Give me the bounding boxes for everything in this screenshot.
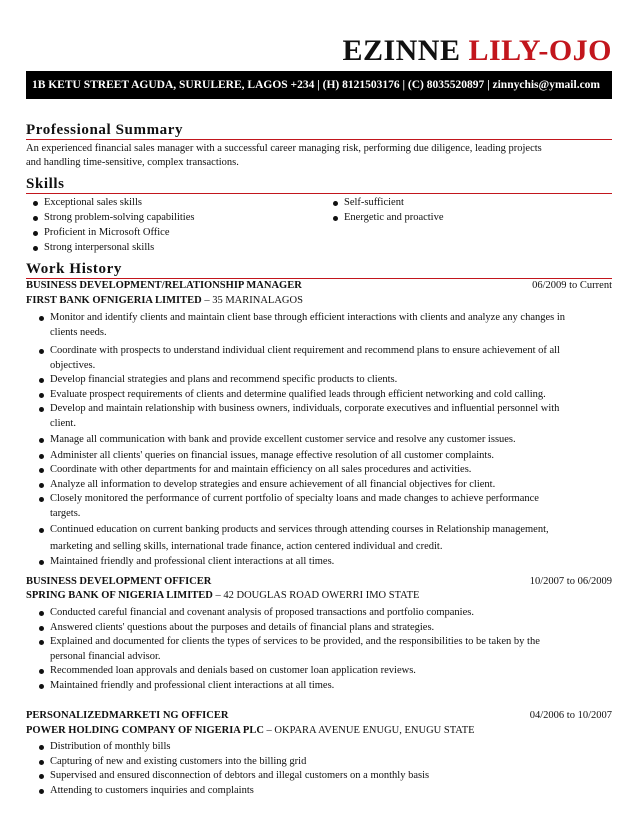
employer xyxy=(26,590,419,601)
job-duties xyxy=(36,311,612,570)
skills-list-left xyxy=(30,196,320,255)
employer-name: SPRING BANK OF NIGERIA LIMITED xyxy=(26,590,213,601)
skill-item: Strong problem-solving capabilities xyxy=(30,211,320,226)
section-title-skills: Skills xyxy=(26,176,612,194)
duty-continuation: marketing and selling skills, international trade finance, action centered individual and credit. xyxy=(50,540,443,552)
job-date: 04/2006 to 10/2007 xyxy=(529,710,612,721)
duty-item: Closely monitored the performance of current portfolio of specialty loans and made changes to achieve performance xyxy=(36,492,612,507)
job-duties xyxy=(36,606,612,693)
duty-item: Monitor and identify clients and maintain client base through efficient interactions with clients and analyze any changes in xyxy=(36,311,612,326)
summary-line: and handling time-sensitive, complex transactions. xyxy=(26,157,239,168)
duty-item: Supervised and ensured disconnection of debtors and illegal customers on a monthly basis xyxy=(36,769,612,784)
skills-list-right xyxy=(330,196,610,225)
section-title-work-history: Work History xyxy=(26,261,612,279)
duty-item: Administer all clients' queries on financial issues, manage effective resolution of all customer complaints. xyxy=(36,449,612,464)
duty-continuation: objectives. xyxy=(50,359,96,371)
duty-item: Evaluate prospect requirements of clients and determine qualified leads through efficient networking and cold calling. xyxy=(36,388,612,403)
employer-name: FIRST BANK OFNIGERIA LIMITED xyxy=(26,295,202,306)
duty-item: Maintained friendly and professional client interactions at all times. xyxy=(36,679,612,694)
duty-item: Analyze all information to develop strategies and ensure achievement of all financial objectives for client. xyxy=(36,478,612,493)
duty-item: Explained and documented for clients the types of services to be provided, and the responsibilities to be taken by the xyxy=(36,635,612,650)
duty-item: Maintained friendly and professional client interactions at all times. xyxy=(36,555,612,570)
skill-item: Self-sufficient xyxy=(330,196,610,211)
section-title-summary: Professional Summary xyxy=(26,122,612,140)
employer xyxy=(26,295,303,306)
skill-item: Energetic and proactive xyxy=(330,211,610,226)
duty-continuation: personal financial advisor. xyxy=(50,650,161,662)
duty-item: Develop financial strategies and plans and recommend specific products to clients. xyxy=(36,373,612,388)
skill-item: Proficient in Microsoft Office xyxy=(30,226,320,241)
job-date: 06/2009 to Current xyxy=(532,280,612,291)
job-title: BUSINESS DEVELOPMENT/RELATIONSHIP MANAGER xyxy=(26,280,302,291)
employer-location: – 42 DOUGLAS ROAD OWERRI IMO STATE xyxy=(215,590,420,601)
duty-continuation: client. xyxy=(50,417,76,429)
job-title: PERSONALIZEDMARKETI NG OFFICER xyxy=(26,710,229,721)
employer-name: POWER HOLDING COMPANY OF NIGERIA PLC xyxy=(26,725,264,736)
summary-line: An experienced financial sales manager with a successful career managing risk, performing due diligence, leading projects xyxy=(26,143,542,154)
employer xyxy=(26,725,475,736)
job-title: BUSINESS DEVELOPMENT OFFICER xyxy=(26,576,212,587)
duty-item: Capturing of new and existing customers into the billing grid xyxy=(36,755,612,770)
duty-item: Conducted careful financial and covenant analysis of proposed transactions and portfolio companies. xyxy=(36,606,612,621)
skill-item: Exceptional sales skills xyxy=(30,196,320,211)
job-date: 10/2007 to 06/2009 xyxy=(529,576,612,587)
duty-item: Coordinate with other departments for and maintain efficiency on all sales procedures and activities. xyxy=(36,463,612,478)
duty-item: Manage all communication with bank and provide excellent customer service and resolve any customer issues. xyxy=(36,433,612,448)
duty-item: Coordinate with prospects to understand individual client requirement and recommend plans to ensure achievement of all xyxy=(36,344,612,359)
skill-item: Strong interpersonal skills xyxy=(30,241,320,256)
first-name: EZINNE xyxy=(342,34,461,67)
duty-item: Distribution of monthly bills xyxy=(36,740,612,755)
employer-location: – OKPARA AVENUE ENUGU, ENUGU STATE xyxy=(266,725,475,736)
duty-continuation: targets. xyxy=(50,507,81,519)
duty-item: Continued education on current banking products and services through attending courses in Relationship management, xyxy=(36,523,612,538)
duty-item: Recommended loan approvals and denials based on customer loan application reviews. xyxy=(36,664,612,679)
contact-bar: 1B KETU STREET AGUDA, SURULERE, LAGOS +234 | (H) 8121503176 | (C) 8035520897 | zinnychis@ymail.com xyxy=(26,71,612,99)
duty-item: Develop and maintain relationship with business owners, individuals, corporate executives and influential personnel with xyxy=(36,402,612,417)
employer-location: – 35 MARINALAGOS xyxy=(204,295,303,306)
candidate-name xyxy=(342,34,612,68)
job-duties xyxy=(36,740,612,798)
duty-item: Attending to customers inquiries and complaints xyxy=(36,784,612,799)
duty-item: Answered clients' questions about the purposes and details of financial plans and strategies. xyxy=(36,621,612,636)
duty-continuation: clients needs. xyxy=(50,326,107,338)
last-name: LILY-OJO xyxy=(468,34,612,67)
